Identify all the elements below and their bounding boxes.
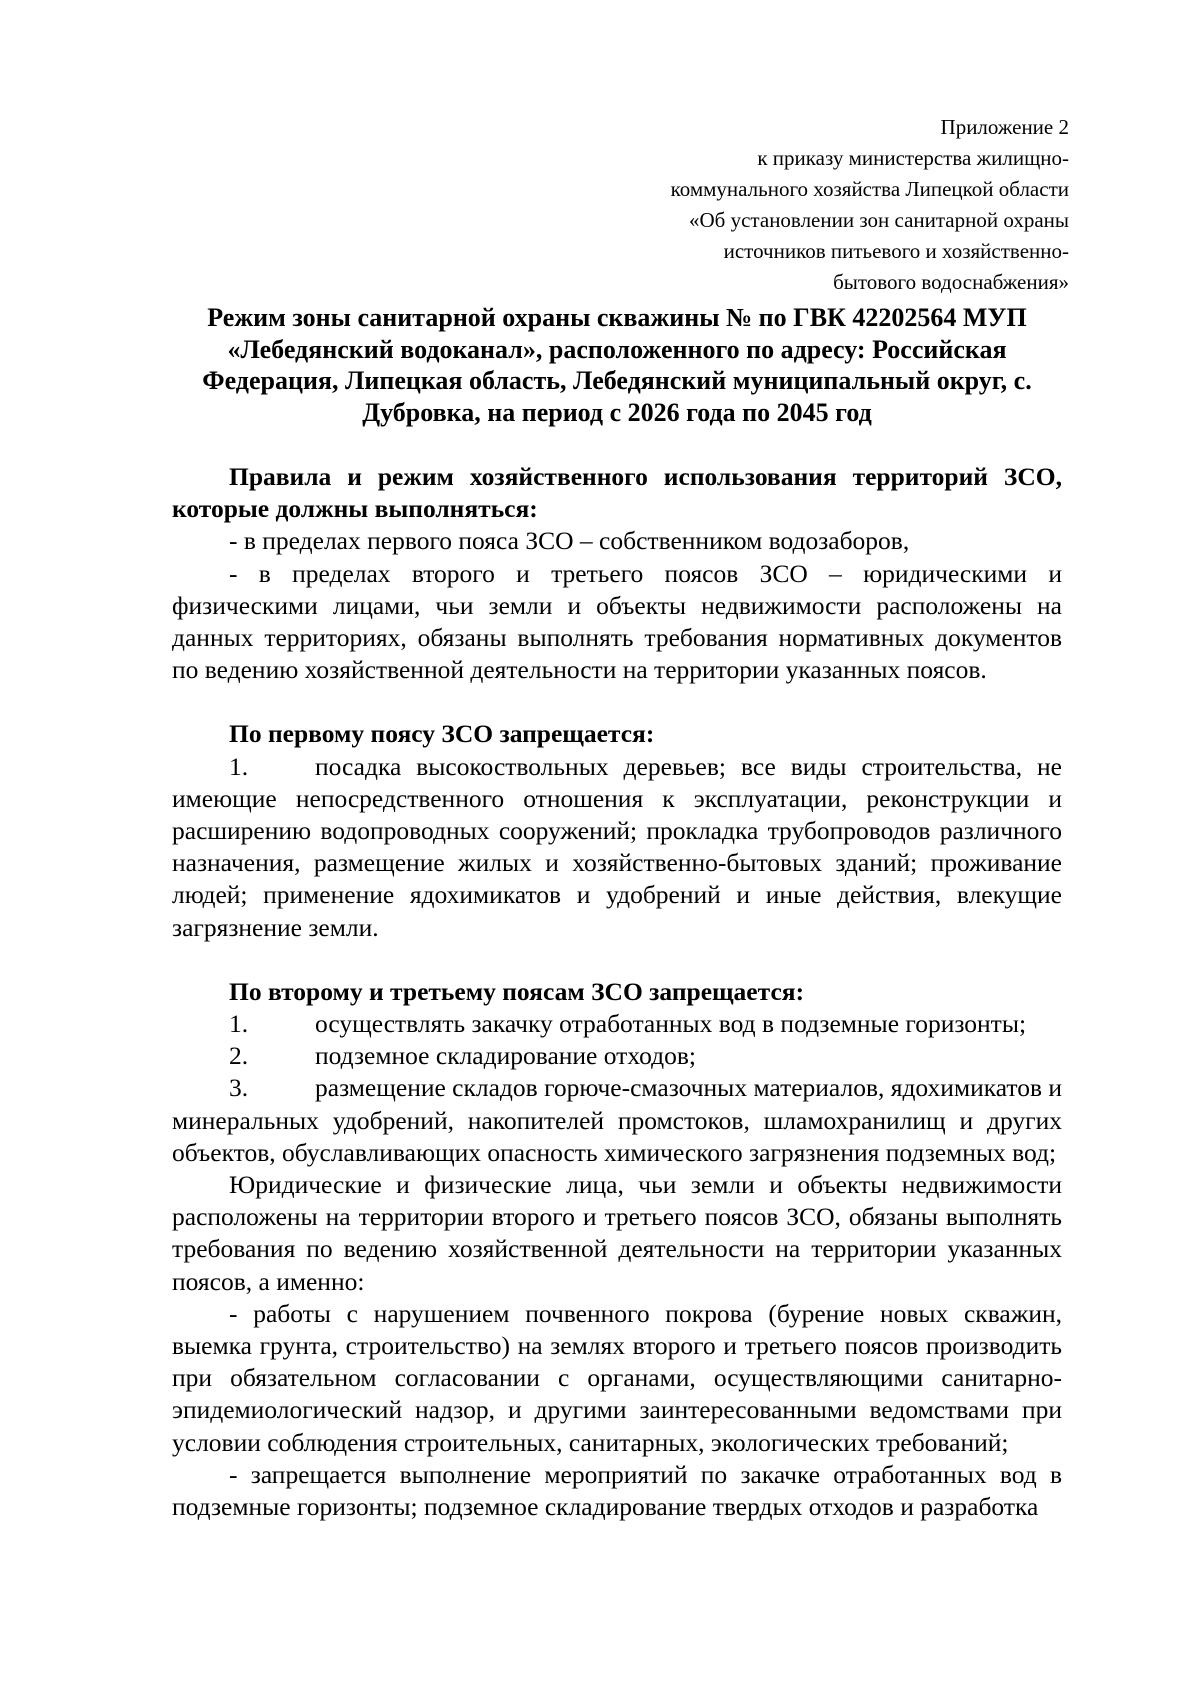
item-text: осуществлять закачку отработанных вод в подземные горизонты; bbox=[315, 1009, 1027, 1039]
annex-line: к приказу министерства жилищно- bbox=[757, 146, 1069, 170]
rules-item: - в пределах второго и третьего поясов ЗСО – юридическими и физическими лицами, чьи земли и объекты недвижимости расположены на данных территориях, обязаны выполнять требования нормативных документов по ведению хозяйственной деятельности на территории указанных поясов. bbox=[172, 558, 1062, 685]
spacer bbox=[172, 686, 1062, 718]
rules-heading: Правила и режим хозяйственного использования территорий ЗСО, которые должны выполняться: bbox=[172, 462, 1062, 524]
second-third-belt-item bbox=[172, 1008, 1062, 1040]
item-number: 1. bbox=[229, 751, 249, 781]
spacer bbox=[172, 944, 1062, 976]
item-number: 2. bbox=[229, 1041, 249, 1071]
first-belt-item bbox=[172, 751, 1062, 944]
annex-line: Приложение 2 bbox=[940, 115, 1069, 139]
second-third-belt-paragraph: - работы с нарушением почвенного покрова (бурение новых скважин, выемка грунта, строительство) на землях второго и третьего поясов производить при обязательном согласовании с органами, осуществляющими санитарно-эпидемиологический надзор, и другими заинтересованными ведомствами при условии соблюдения строительных, санитарных, экологических требований; bbox=[172, 1298, 1062, 1457]
first-belt-heading: По первому поясу ЗСО запрещается: bbox=[229, 719, 655, 749]
second-third-belt-paragraph: Юридические и физические лица, чьи земли и объекты недвижимости расположены на территории второго и третьего поясов ЗСО, обязаны выполнять требования по ведению хозяйственной деятельности на территории указанных поясов, а именно: bbox=[172, 1170, 1062, 1296]
item-text: посадка высокоствольных деревьев; все виды строительства, не имеющие непосредственного отношения к эксплуатации, реконструкции и расширению водопроводных сооружений; прокладка трубопроводов различного назначения, размещение жилых и хозяйственно-бытовых зданий; проживание людей; применение ядохимикатов и удобрений и иные действия, влекущие загрязнение земли. bbox=[172, 751, 1062, 942]
annex-line: «Об установлении зон санитарной охраны bbox=[689, 208, 1069, 232]
second-third-belt-item bbox=[172, 1040, 1062, 1072]
second-third-belt-paragraph: - запрещается выполнение мероприятий по закачке отработанных вод в подземные горизонты; подземное складирование твердых отходов и разработка bbox=[172, 1459, 1062, 1522]
annex-line: источников питьевого и хозяйственно- bbox=[723, 239, 1069, 263]
second-third-belt-heading: По второму и третьему поясам ЗСО запрещается: bbox=[229, 976, 805, 1006]
annex-header bbox=[509, 112, 1069, 298]
rules-item: - в пределах первого пояса ЗСО – собственником водозаборов, bbox=[229, 526, 910, 556]
item-number: 3. bbox=[229, 1073, 249, 1103]
annex-line: бытового водоснабжения» bbox=[833, 270, 1069, 294]
document-title: Режим зоны санитарной охраны скважины № по ГВК 42202564 МУП «Лебедянский водоканал», расположенного по адресу: Российская Федерация, Липецкая область, Лебедянский муниципальный округ, с. Дубровка, на период с 2026 года по 2045 год bbox=[202, 303, 1032, 427]
second-third-belt-item bbox=[172, 1072, 1062, 1169]
item-text: подземное складирование отходов; bbox=[315, 1041, 696, 1071]
document-body bbox=[172, 461, 1062, 1523]
item-number: 1. bbox=[229, 1009, 249, 1039]
item-text: размещение складов горюче-смазочных материалов, ядохимикатов и минеральных удобрений, накопителей промстоков, шламохранилищ и других объектов, обуславливающих опасность химического загрязнения подземных вод; bbox=[172, 1073, 1063, 1167]
annex-line: коммунального хозяйства Липецкой области bbox=[670, 177, 1069, 201]
